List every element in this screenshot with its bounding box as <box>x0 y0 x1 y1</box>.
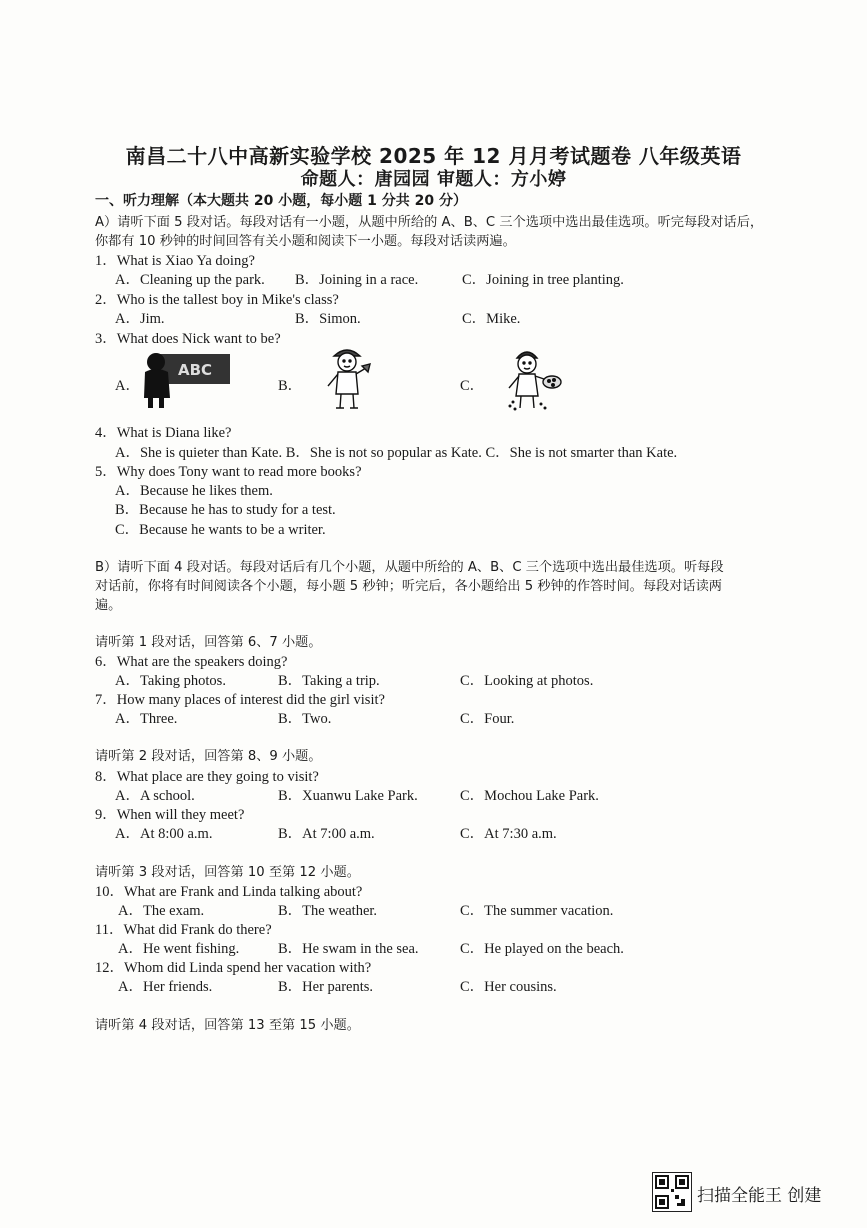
question-8: 8．What place are they going to visit? <box>95 769 319 785</box>
exam-authors: 命题人：唐园园 审题人：方小婷 <box>300 169 567 190</box>
q8-option-a: A．A school. <box>115 788 195 804</box>
part-b-instructions-line3: 遍。 <box>95 598 122 613</box>
section-heading: 一、听力理解（本大题共 20 小题，每小题 1 分共 20 分） <box>95 193 467 209</box>
question-10: 10．What are Frank and Linda talking about? <box>95 884 363 900</box>
blackboard-text: ABC <box>177 361 213 379</box>
teacher-blackboard-image <box>140 346 235 411</box>
question-9: 9．When will they meet? <box>95 807 245 823</box>
q1-option-b: B．Joining in a race. <box>295 272 419 288</box>
q3-option-a: A． <box>115 378 140 394</box>
q1-option-c: C．Joining in tree planting. <box>462 272 624 288</box>
q5-option-a: A．Because he likes them. <box>115 483 273 499</box>
question-2: 2．Who is the tallest boy in Mike's class? <box>95 292 339 308</box>
q11-option-a: A．He went fishing. <box>118 941 240 957</box>
q7-option-c: C．Four. <box>460 711 515 727</box>
q3-option-c: C． <box>460 378 485 394</box>
q1-option-a: A．Cleaning up the park. <box>115 272 265 288</box>
q7-option-a: A．Three. <box>115 711 178 727</box>
part-a-instructions-line2: 你都有 10 秒钟的时间回答有关小题和阅读下一小题。每段对话读两遍。 <box>95 234 516 249</box>
part-b-instructions-line1: B）请听下面 4 段对话。每段对话后有几个小题，从题中所给的 A、B、C 三个选项中选出最佳选项。听每段 <box>95 560 724 575</box>
question-4: 4．What is Diana like? <box>95 425 232 441</box>
q9-option-b: B．At 7:00 a.m. <box>278 826 375 842</box>
q2-option-b: B．Simon. <box>295 311 361 327</box>
q12-option-c: C．Her cousins. <box>460 979 557 995</box>
q8-option-b: B．Xuanwu Lake Park. <box>278 788 418 804</box>
q11-option-b: B．He swam in the sea. <box>278 941 419 957</box>
q3-option-b: B． <box>278 378 303 394</box>
q11-option-c: C．He played on the beach. <box>460 941 624 957</box>
question-5: 5．Why does Tony want to read more books? <box>95 464 362 480</box>
q8-option-c: C．Mochou Lake Park. <box>460 788 599 804</box>
exam-title: 南昌二十八中高新实验学校 2025 年 12 月月考试题卷 八年级英语 <box>125 144 742 168</box>
q10-option-b: B．The weather. <box>278 903 378 919</box>
question-1: 1．What is Xiao Ya doing? <box>95 253 255 269</box>
q6-option-b: B．Taking a trip. <box>278 673 380 689</box>
question-12: 12．Whom did Linda spend her vacation with? <box>95 960 372 976</box>
scanner-watermark: 扫描全能王 创建 <box>697 1186 822 1206</box>
q5-option-c: C．Because he wants to be a writer. <box>115 522 326 538</box>
pilot-girl-image <box>322 344 372 414</box>
q12-option-a: A．Her friends. <box>118 979 213 995</box>
q7-option-b: B．Two. <box>278 711 332 727</box>
dialogue-3-instruction: 请听第 3 段对话，回答第 10 至第 12 小题。 <box>95 865 360 880</box>
q5-option-b: B．Because he has to study for a test. <box>115 502 336 518</box>
qr-code-icon <box>652 1172 692 1212</box>
dialogue-4-instruction: 请听第 4 段对话，回答第 13 至第 15 小题。 <box>95 1018 360 1033</box>
dialogue-1-instruction: 请听第 1 段对话，回答第 6、7 小题。 <box>95 635 322 650</box>
painter-boy-image <box>505 344 563 414</box>
part-b-instructions-line2: 对话前，你将有时间阅读各个小题，每小题 5 秒钟；听完后，各小题给出 5 秒钟的作答时间。每段对话读两 <box>95 579 722 594</box>
q6-option-c: C．Looking at photos. <box>460 673 594 689</box>
part-a-instructions-line1: A）请听下面 5 段对话。每段对话有一小题，从题中所给的 A、B、C 三个选项中选出最佳选项。听完每段对话后， <box>95 215 764 230</box>
q9-option-a: A．At 8:00 a.m. <box>115 826 213 842</box>
question-3: 3．What does Nick want to be? <box>95 331 281 347</box>
question-11: 11．What did Frank do there? <box>95 922 272 938</box>
q2-option-c: C．Mike. <box>462 311 521 327</box>
question-6: 6．What are the speakers doing? <box>95 654 288 670</box>
q10-option-a: A．The exam. <box>118 903 205 919</box>
q10-option-c: C．The summer vacation. <box>460 903 614 919</box>
q12-option-b: B．Her parents. <box>278 979 374 995</box>
q4-options: A．She is quieter than Kate. B．She is not so popular as Kate. C．She is not smarter than Kate. <box>115 445 678 461</box>
dialogue-2-instruction: 请听第 2 段对话，回答第 8、9 小题。 <box>95 749 322 764</box>
question-7: 7．How many places of interest did the girl visit? <box>95 692 385 708</box>
q6-option-a: A．Taking photos. <box>115 673 226 689</box>
q2-option-a: A．Jim. <box>115 311 165 327</box>
q9-option-c: C．At 7:30 a.m. <box>460 826 557 842</box>
